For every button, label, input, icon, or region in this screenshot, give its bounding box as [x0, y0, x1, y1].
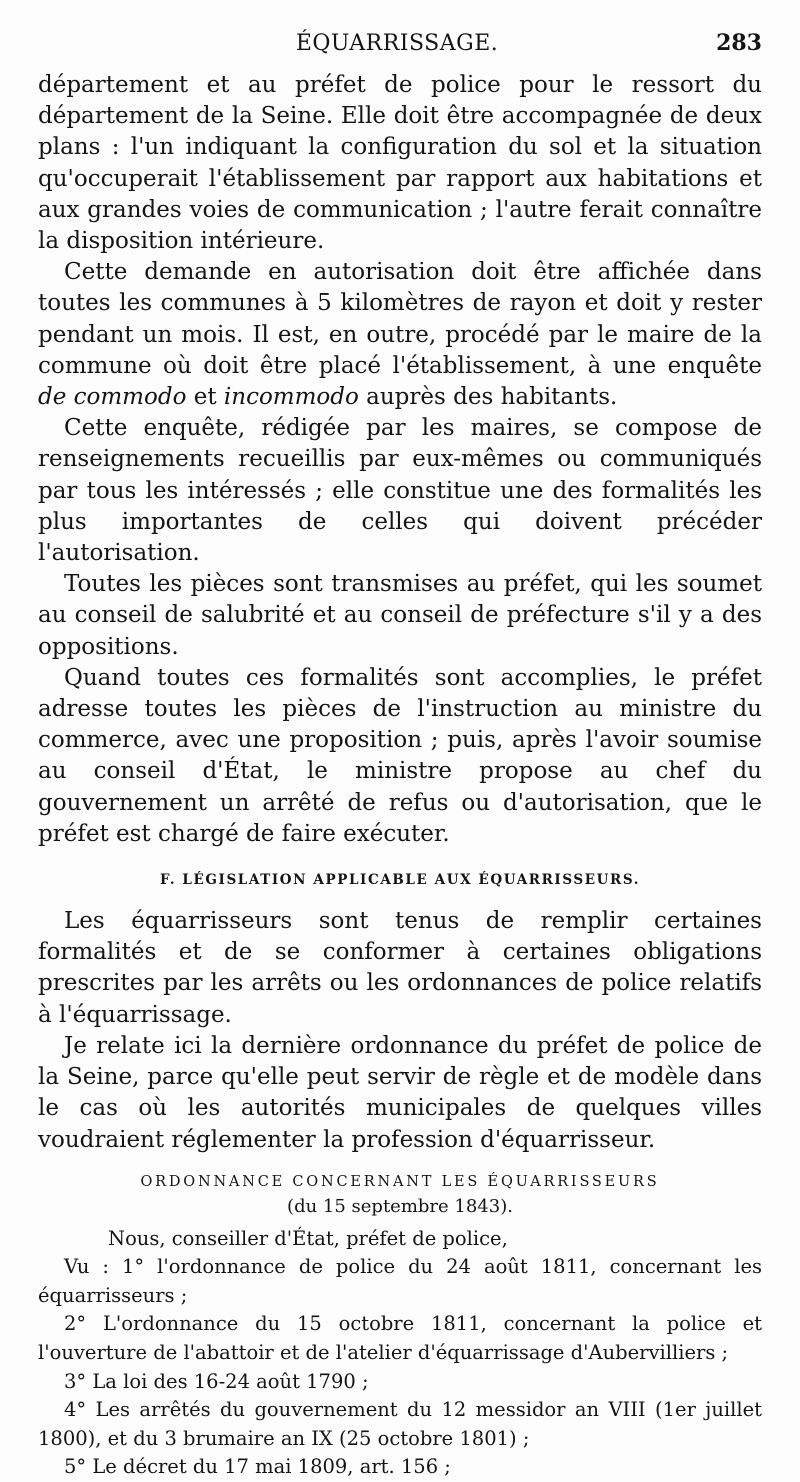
running-title: ÉQUARRISSAGE. [295, 31, 499, 56]
paragraph-text: Cette demande en autorisation doit être affichée dans toutes les communes à 5 kilomètres de rayon et doit y rester pendant un mois. Il est, en outre, procédé par le maire de la commune où doit être placé l'établissement, à une enquête [38, 259, 762, 379]
paragraph: Toutes les pièces sont transmises au préfet, qui les soumet au conseil de salubrité et au conseil de préfecture s'il y a des oppositions. [38, 571, 762, 660]
running-header [38, 30, 762, 64]
ordonnance-date: (du 15 septembre 1843). [287, 1195, 513, 1217]
paragraph-text: auprès des habitants. [366, 384, 618, 411]
ordonnance-line: 4° Les arrêtés du gouvernement du 12 messidor an VIII (1er juillet 1800), et du 3 brumaire an IX (25 octobre 1801) ; [38, 1398, 762, 1450]
latin-phrase: de commodo [38, 384, 187, 411]
section-text [38, 906, 762, 1156]
paragraph-text: et [193, 384, 217, 411]
paragraph: Cette enquête, rédigée par les maires, se compose de renseignements recueillis par eux-mêmes ou communiqués par tous les intéressés ; elle constitue une des formalités les plus importantes de celles qui doivent précéder l'autorisation. [38, 415, 762, 567]
page-number: 283 [716, 30, 762, 56]
latin-phrase: incommodo [223, 384, 359, 411]
section-heading: F. LÉGISLATION APPLICABLE AUX ÉQUARRISSEURS. [160, 872, 640, 889]
ordonnance-line: 5° Le décret du 17 mai 1809, art. 156 ; [64, 1455, 451, 1479]
ordonnance-title: ORDONNANCE CONCERNANT LES ÉQUARRISSEURS [140, 1173, 660, 1190]
paragraph: Je relate ici la dernière ordonnance du préfet de police de la Seine, parce qu'elle peut servir de règle et de modèle dans le cas où les autorités municipales de quelques villes voudraient réglementer la profession d'équarrisseur. [38, 1032, 762, 1153]
ordonnance-text [38, 1225, 762, 1482]
ordonnance-line: 3° La loi des 16-24 août 1790 ; [64, 1369, 369, 1393]
paragraph: département et au préfet de police pour le ressort du département de la Seine. Elle doit être accompagnée de deux plans : l'un indiquant la configuration du sol et la situation qu'occuperait l'établissement par rapport aux habitations et aux grandes voies de communication ; l'autre ferait connaître la disposition intérieure. [38, 72, 762, 255]
paragraph: Quand toutes ces formalités sont accomplies, le préfet adresse toutes les pièces de l'instruction au ministre du commerce, avec une proposition ; puis, après l'avoir soumise au conseil d'État, le ministre propose au chef du gouvernement un arrêté de refus ou d'autorisation, que le préfet est chargé de faire exécuter. [38, 664, 762, 847]
ordonnance-line: 2° L'ordonnance du 15 octobre 1811, concernant la police et l'ouverture de l'abattoir et de l'atelier d'équarrissage d'Aubervilliers ; [38, 1312, 762, 1365]
ordonnance-line: Vu : 1° l'ordonnance de police du 24 août 1811, concernant les équarrisseurs ; [38, 1255, 762, 1307]
paragraph: Les équarrisseurs sont tenus de remplir certaines formalités et de se conformer à certaines obligations prescrites par les arrêts ou les ordonnances de police relatifs à l'équarrissage. [38, 908, 762, 1028]
ordonnance-line: Nous, conseiller d'État, préfet de police, [108, 1226, 508, 1250]
main-text [38, 70, 762, 850]
paragraph [38, 257, 762, 413]
